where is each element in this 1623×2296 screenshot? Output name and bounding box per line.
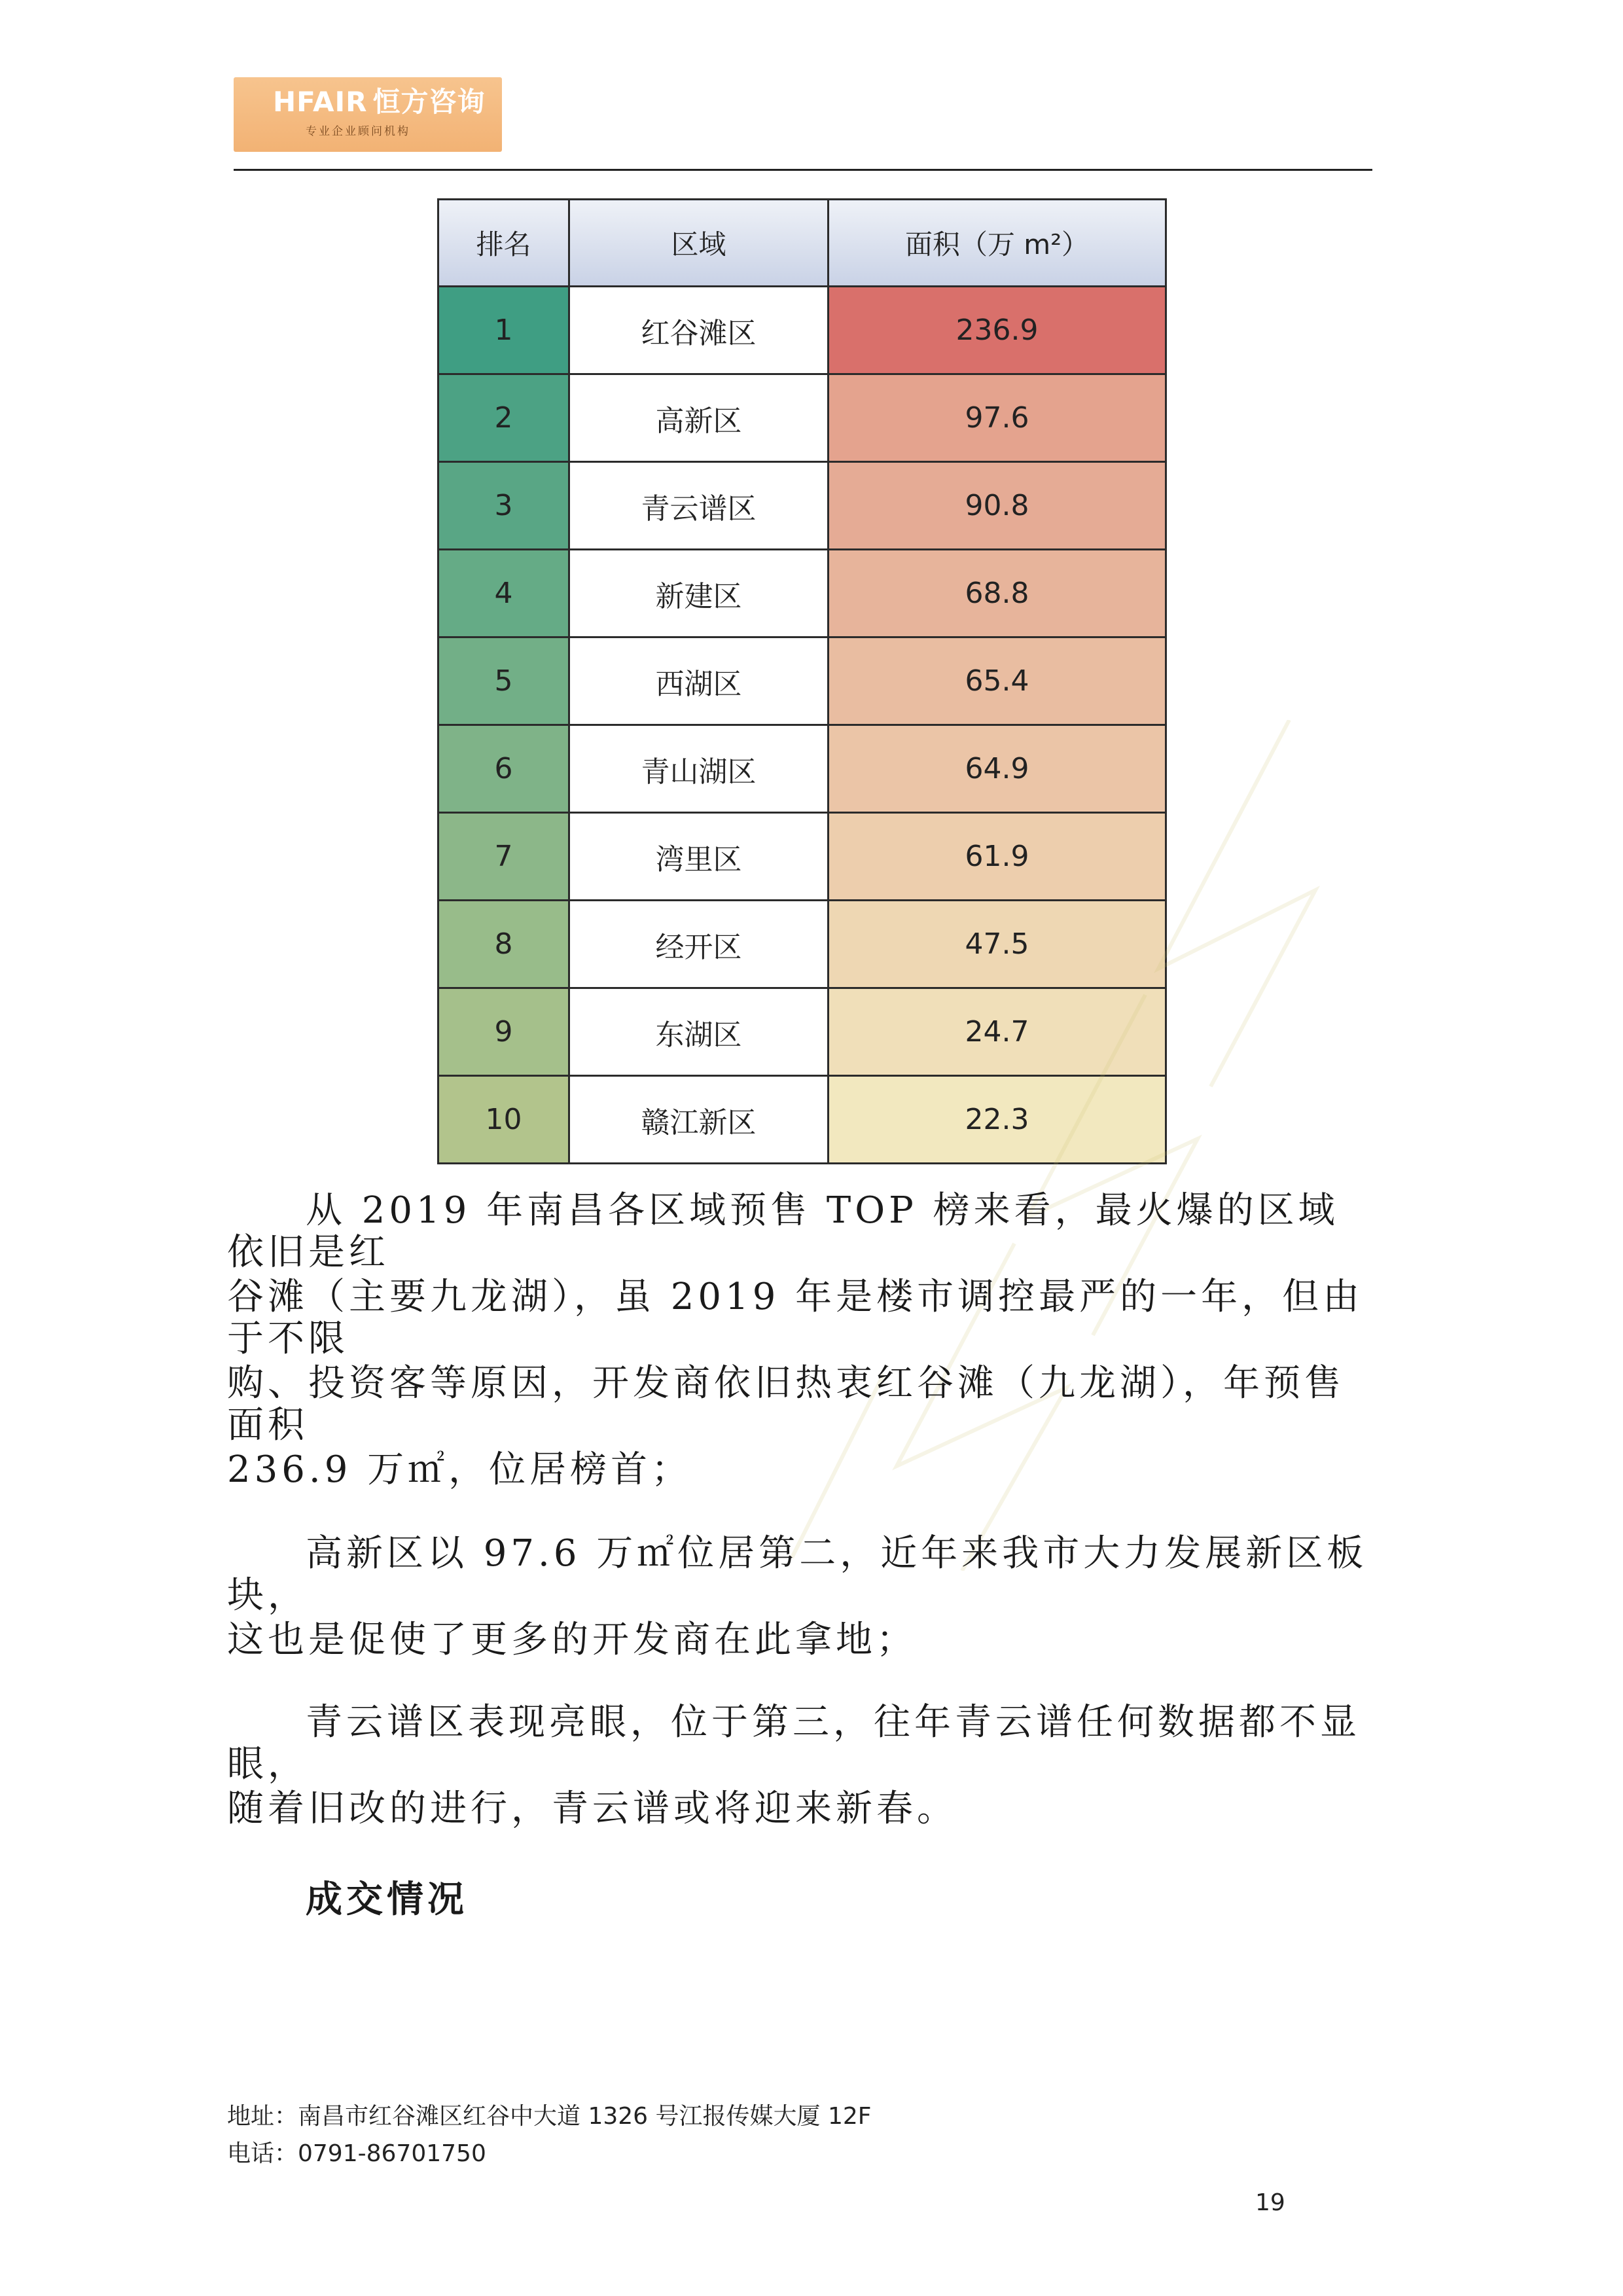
area-cell: 赣江新区 xyxy=(569,1076,829,1164)
value-cell: 64.9 xyxy=(829,725,1166,813)
footer-phone: 电话：0791-86701750 xyxy=(227,2140,486,2167)
table-header-row xyxy=(438,200,1166,287)
value-cell: 22.3 xyxy=(829,1076,1166,1164)
company-logo xyxy=(234,77,502,152)
rank-cell: 4 xyxy=(438,550,569,637)
paragraph-1-line-4: 236.9 万㎡，位居榜首； xyxy=(227,1448,692,1491)
paragraph-2-line-2: 这也是促使了更多的开发商在此拿地； xyxy=(227,1619,917,1661)
paragraph-3-line-2: 随着旧改的进行，青云谱或将迎来新春。 xyxy=(227,1787,957,1830)
logo-english-name: HFAIR xyxy=(273,86,368,118)
logo-tagline: 专业企业顾问机构 xyxy=(306,125,410,138)
ranking-table-container xyxy=(437,198,1165,1164)
section-heading: 成交情况 xyxy=(306,1878,468,1921)
value-cell: 65.4 xyxy=(829,637,1166,725)
table-row xyxy=(438,550,1166,637)
area-cell: 红谷滩区 xyxy=(569,287,829,374)
table-row xyxy=(438,988,1166,1076)
table-body xyxy=(438,287,1166,1164)
footer-address: 地址：南昌市红谷滩区红谷中大道 1326 号江报传媒大厦 12F xyxy=(227,2103,872,2130)
value-cell: 90.8 xyxy=(829,462,1166,550)
area-cell: 经开区 xyxy=(569,901,829,988)
header-divider xyxy=(234,169,1372,171)
value-cell: 24.7 xyxy=(829,988,1166,1076)
table-row xyxy=(438,462,1166,550)
area-cell: 高新区 xyxy=(569,374,829,462)
header-rank: 排名 xyxy=(438,200,569,287)
area-cell: 青山湖区 xyxy=(569,725,829,813)
table-row xyxy=(438,374,1166,462)
area-cell: 湾里区 xyxy=(569,813,829,901)
rank-cell: 5 xyxy=(438,637,569,725)
presale-ranking-table xyxy=(437,198,1167,1164)
logo-brand xyxy=(273,88,502,117)
rank-cell: 8 xyxy=(438,901,569,988)
paragraph-3 xyxy=(227,1702,1371,1874)
header-area: 区域 xyxy=(569,200,829,287)
rank-cell: 9 xyxy=(438,988,569,1076)
value-cell: 68.8 xyxy=(829,550,1166,637)
table-row xyxy=(438,813,1166,901)
table-row xyxy=(438,637,1166,725)
table-row xyxy=(438,287,1166,374)
value-cell: 97.6 xyxy=(829,374,1166,462)
value-cell: 47.5 xyxy=(829,901,1166,988)
table-row xyxy=(438,725,1166,813)
paragraph-1-line-1: 从 2019 年南昌各区域预售 TOP 榜来看，最火爆的区域依旧是红 xyxy=(227,1189,1339,1274)
area-cell: 青云谱区 xyxy=(569,462,829,550)
paragraph-1 xyxy=(227,1190,1371,1535)
rank-cell: 10 xyxy=(438,1076,569,1164)
paragraph-1-line-2: 谷滩（主要九龙湖），虽 2019 年是楼市调控最严的一年，但由于不限 xyxy=(227,1276,1364,1360)
paragraph-2-line-1: 高新区以 97.6 万㎡位居第二，近年来我市大力发展新区板块， xyxy=(227,1532,1368,1617)
value-cell: 236.9 xyxy=(829,287,1166,374)
rank-cell: 7 xyxy=(438,813,569,901)
header-size: 面积（万 m²） xyxy=(829,200,1166,287)
table-row xyxy=(438,901,1166,988)
area-cell: 西湖区 xyxy=(569,637,829,725)
area-cell: 新建区 xyxy=(569,550,829,637)
table-row xyxy=(438,1076,1166,1164)
area-cell: 东湖区 xyxy=(569,988,829,1076)
paragraph-3-line-1: 青云谱区表现亮眼，位于第三，往年青云谱任何数据都不显眼， xyxy=(227,1701,1361,1785)
rank-cell: 6 xyxy=(438,725,569,813)
paragraph-1-line-3: 购、投资客等原因，开发商依旧热衷红谷滩（九龙湖），年预售面积 xyxy=(227,1362,1345,1446)
rank-cell: 1 xyxy=(438,287,569,374)
paragraph-2 xyxy=(227,1533,1371,1706)
rank-cell: 3 xyxy=(438,462,569,550)
value-cell: 61.9 xyxy=(829,813,1166,901)
page-number: 19 xyxy=(1255,2189,1285,2216)
rank-cell: 2 xyxy=(438,374,569,462)
logo-chinese-name: 恒方咨询 xyxy=(372,86,486,118)
